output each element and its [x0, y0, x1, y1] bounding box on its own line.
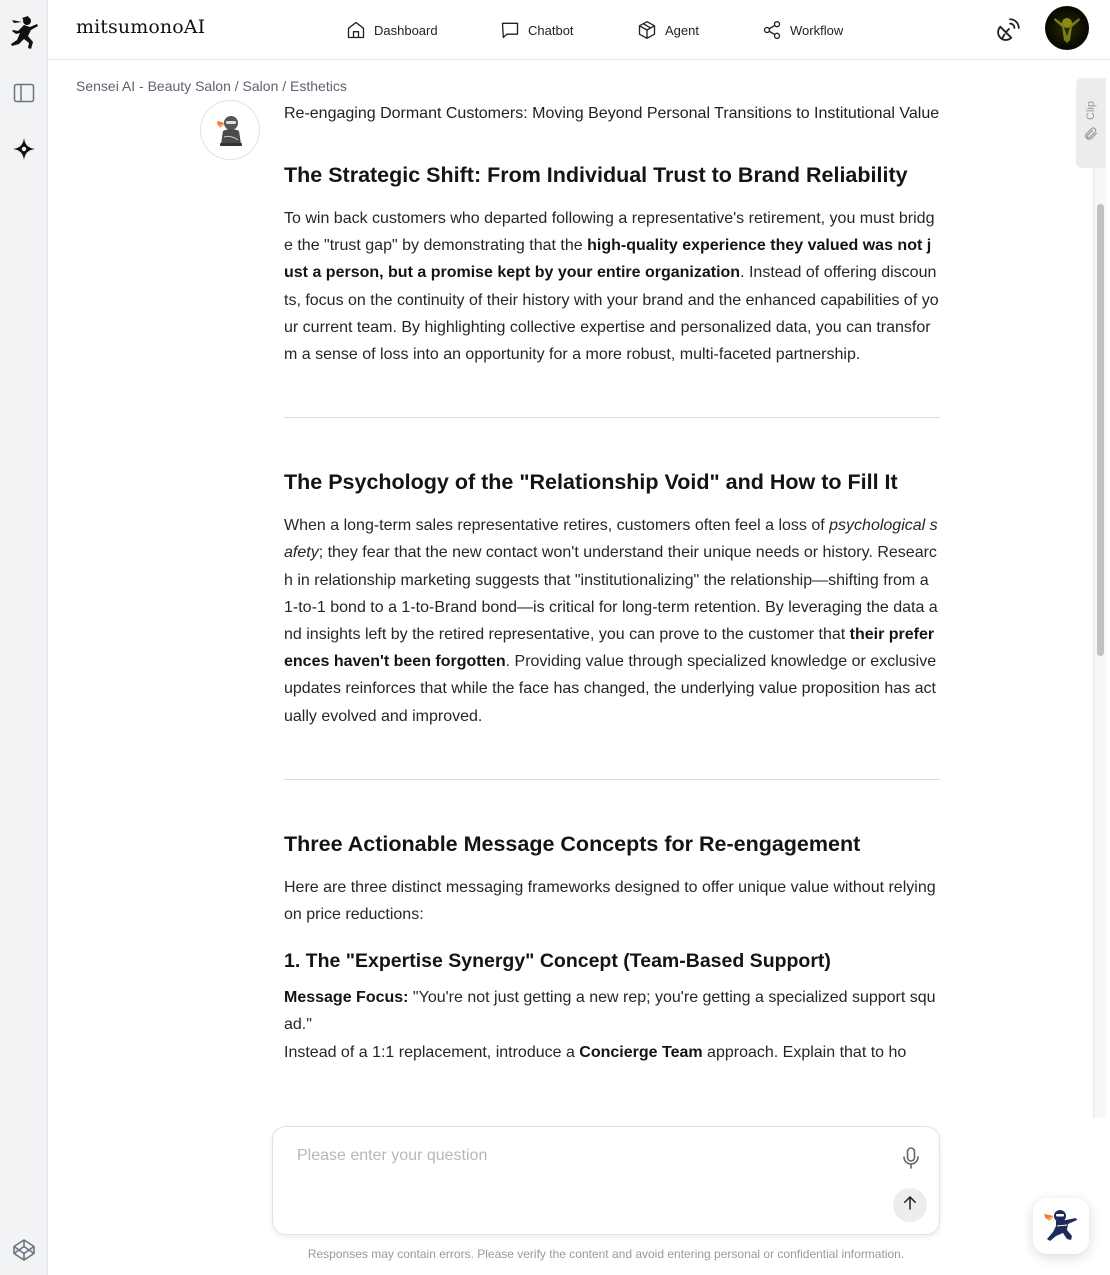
- clip-label: Clip: [1085, 101, 1097, 120]
- assistant-message: [284, 100, 940, 1118]
- section-heading: Three Actionable Message Concepts for Re-engagement: [284, 831, 861, 856]
- codepen-cube-icon[interactable]: [0, 1236, 48, 1264]
- concept-paragraph: Message Focus: "You're not just getting a new rep; you're getting a specialized support squad." Instead of a 1:1 replacement, introduce a Concierge Team approach. Explain that to ho: [284, 989, 936, 1061]
- nav-agent-label: Agent: [665, 22, 699, 38]
- left-sidebar: [0, 0, 48, 1275]
- clip-tab[interactable]: [1076, 78, 1106, 168]
- section-divider: [284, 417, 940, 418]
- breadcrumb[interactable]: Sensei AI - Beauty Salon / Salon / Esthetics: [76, 78, 347, 94]
- share-nodes-icon: [762, 20, 782, 40]
- chat-bubble-icon: [500, 20, 520, 40]
- section-paragraph: When a long-term sales representative retires, customers often feel a loss of psychological safety; they fear that the new contact won't understand their unique needs or history. Research in relationship marketing suggests that "institutionalizing" the relationship—shifting from a 1-to-1 bond to a 1-to-Brand bond—is critical for long-term retention. By leveraging the data and insights left by the retired representative, you can prove to the customer that their preferences haven't been forgotten. Providing value through specialized knowledge or exclusive updates reinforces that while the face has changed, the underlying value proposition has actually evolved and improved.: [284, 517, 938, 725]
- nav-workflow[interactable]: [762, 0, 843, 60]
- paperclip-icon: [1083, 126, 1099, 145]
- section-divider: [284, 779, 940, 780]
- section-heading: The Strategic Shift: From Individual Trust to Brand Reliability: [284, 163, 908, 187]
- nav-chatbot-label: Chatbot: [528, 22, 574, 38]
- microphone-icon[interactable]: [899, 1145, 923, 1171]
- user-avatar[interactable]: [1045, 6, 1089, 50]
- send-button[interactable]: [893, 1188, 927, 1222]
- section-heading: The Psychology of the "Relationship Void" and How to Fill It: [284, 470, 898, 495]
- brand-name[interactable]: mitsumonoAI: [76, 16, 206, 38]
- section-paragraph: To win back customers who departed following a representative's retirement, you must bridge the "trust gap" by demonstrating that the high-quality experience they valued was not just a person, but a promise kept by your entire organization. Instead of offering discounts, focus on the continuity of their history with your brand and the enhanced capabilities of your current team. By highlighting collective expertise and personalized data, you can transform a sense of loss into an opportunity for a more robust, multi-faceted partnership.: [284, 210, 939, 364]
- message-title: Re-engaging Dormant Customers: Moving Beyond Personal Transitions to Institutional Value: [284, 105, 940, 122]
- chat-composer: [272, 1126, 940, 1235]
- nav-dashboard-label: Dashboard: [374, 22, 438, 38]
- arrow-up-icon: [901, 1194, 919, 1217]
- home-icon: [346, 20, 366, 40]
- nav-agent[interactable]: [637, 0, 699, 60]
- concept-heading: 1. The "Expertise Synergy" Concept (Team-Based Support): [284, 950, 831, 973]
- content-scrollbar[interactable]: [1093, 168, 1106, 1118]
- top-header: [48, 0, 1110, 60]
- cube-icon: [637, 20, 657, 40]
- section-intro: Here are three distinct messaging frameworks designed to offer unique value without relying on price reductions:: [284, 878, 936, 924]
- nav-workflow-label: Workflow: [790, 22, 844, 38]
- panel-toggle-icon[interactable]: [0, 78, 48, 108]
- assistant-avatar: [200, 100, 260, 160]
- ninja-mascot-icon: [1042, 1206, 1080, 1247]
- ninja-assistant-button[interactable]: [1033, 1198, 1089, 1254]
- nav-dashboard[interactable]: [346, 0, 438, 60]
- sparkle-icon[interactable]: [0, 134, 48, 164]
- nav-chatbot[interactable]: [500, 0, 574, 60]
- ninja-logo-icon[interactable]: [0, 12, 48, 52]
- satellite-dish-icon[interactable]: [996, 16, 1022, 42]
- question-input[interactable]: [297, 1147, 877, 1165]
- disclaimer-text: Responses may contain errors. Please verify the content and avoid entering personal or confidential information.: [307, 1247, 905, 1261]
- scrollbar-thumb[interactable]: [1097, 204, 1104, 656]
